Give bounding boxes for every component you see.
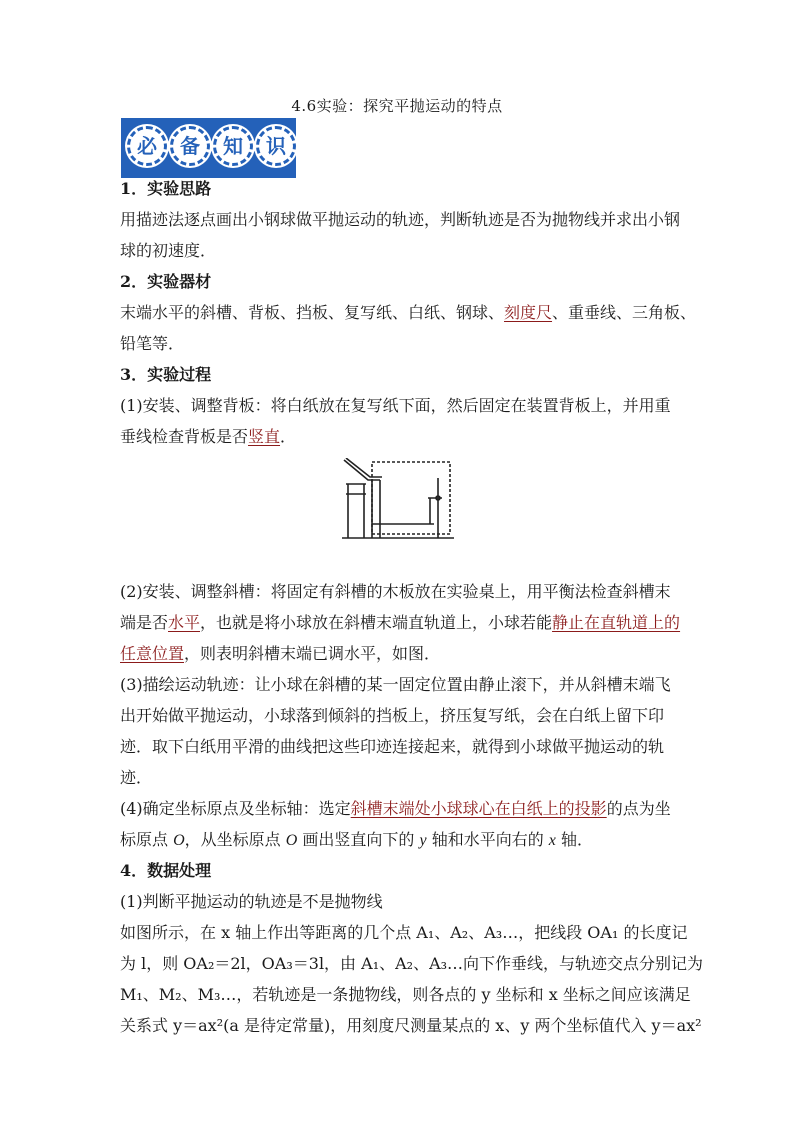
underlined-term: 斜槽末端处小球球心在白纸上的投影 bbox=[350, 799, 607, 818]
paragraph-line bbox=[120, 646, 440, 662]
underlined-term: 静止在直轨道上的 bbox=[552, 613, 681, 632]
text-span: 轴和水平向右的 bbox=[426, 830, 549, 849]
text-span: (4)确定坐标原点及坐标轴：选定 bbox=[120, 799, 351, 818]
paragraph-line bbox=[120, 832, 593, 849]
text-span: ，从坐标原点 bbox=[184, 830, 286, 849]
paragraph-line: 铅笔等． bbox=[120, 334, 185, 353]
heading-procedure: 3．实验过程 bbox=[120, 365, 212, 384]
badge-char-2: 备 bbox=[170, 126, 210, 166]
badge-char-3: 知 bbox=[213, 126, 253, 166]
text-span: ，则表明斜槽末端已调水平，如图． bbox=[184, 644, 441, 663]
symbol-x: x bbox=[548, 832, 556, 849]
underlined-term: 任意位置 bbox=[120, 644, 185, 663]
paragraph-line: 关系式 y＝ax²(a 是待定常量)，用刻度尺测量某点的 x、y 两个坐标值代入 y＝ax² bbox=[120, 1016, 702, 1035]
paragraph-line: 迹．取下白纸用平滑的曲线把这些印迹连接起来，就得到小球做平抛运动的轨 bbox=[120, 737, 665, 756]
heading-experiment-idea: 1．实验思路 bbox=[120, 179, 212, 198]
paragraph-line: M₁、M₂、M₃…，若轨迹是一条抛物线，则各点的 y 坐标和 x 坐标之间应该满足 bbox=[120, 985, 691, 1004]
subheading: (1)判断平抛运动的轨迹是不是抛物线 bbox=[120, 892, 383, 911]
badge-char-1: 必 bbox=[127, 126, 167, 166]
text-span: 轴． bbox=[555, 830, 593, 849]
paragraph-line: (2)安装、调整斜槽：将固定有斜槽的木板放在实验桌上，用平衡法检查斜槽末 bbox=[120, 582, 671, 601]
symbol-O: O bbox=[173, 832, 185, 849]
page-title: 4.6实验：探究平抛运动的特点 bbox=[291, 97, 503, 115]
paragraph-line bbox=[120, 305, 696, 321]
apparatus-figure bbox=[342, 458, 454, 542]
paragraph-line bbox=[120, 801, 671, 817]
paragraph-line: 球的初速度． bbox=[120, 241, 217, 260]
paragraph-line: 出开始做平抛运动，小球落到倾斜的挡板上，挤压复写纸，会在白纸上留下印 bbox=[120, 706, 665, 725]
text-span: 垂线检查背板是否 bbox=[120, 427, 249, 446]
text-span: 、重垂线、三角板、 bbox=[552, 303, 697, 322]
paragraph-line: 迹． bbox=[120, 768, 153, 787]
badge-char-4: 识 bbox=[256, 126, 296, 166]
heading-data-processing: 4．数据处理 bbox=[120, 861, 212, 880]
paragraph-line: 如图所示，在 x 轴上作出等距离的几个点 A₁、A₂、A₃…，把线段 OA₁ 的长度记 bbox=[120, 923, 688, 942]
text-span: 端是否 bbox=[120, 613, 169, 632]
text-span: 的点为坐 bbox=[606, 799, 671, 818]
section-badge bbox=[121, 118, 296, 178]
text-span: 画出竖直向下的 bbox=[297, 830, 420, 849]
paragraph-line: 用描迹法逐点画出小钢球做平抛运动的轨迹，判断轨迹是否为抛物线并求出小钢 bbox=[120, 210, 681, 229]
heading-equipment: 2．实验器材 bbox=[120, 272, 212, 291]
underlined-term: 竖直 bbox=[248, 427, 281, 446]
underlined-term: 刻度尺 bbox=[504, 303, 553, 322]
underlined-term: 水平 bbox=[168, 613, 201, 632]
symbol-O: O bbox=[285, 832, 298, 849]
symbol-y: y bbox=[419, 832, 427, 849]
paragraph-line: (3)描绘运动轨迹：让小球在斜槽的某一固定位置由静止滚下，并从斜槽末端飞 bbox=[120, 675, 671, 694]
text-span: 末端水平的斜槽、背板、挡板、复写纸、白纸、钢球、 bbox=[120, 303, 505, 322]
text-span: 标原点 bbox=[120, 830, 174, 849]
paragraph-line bbox=[120, 615, 680, 631]
paragraph-line: (1)安装、调整背板：将白纸放在复写纸下面，然后固定在装置背板上，并用重 bbox=[120, 396, 671, 415]
paragraph-line bbox=[120, 429, 296, 445]
text-span: ，也就是将小球放在斜槽末端直轨道上，小球若能 bbox=[200, 613, 553, 632]
paragraph-line: 为 l，则 OA₂＝2l，OA₃＝3l，由 A₁、A₂、A₃…向下作垂线，与轨迹交点分别记为 bbox=[120, 954, 704, 973]
text-span: ． bbox=[280, 427, 297, 446]
